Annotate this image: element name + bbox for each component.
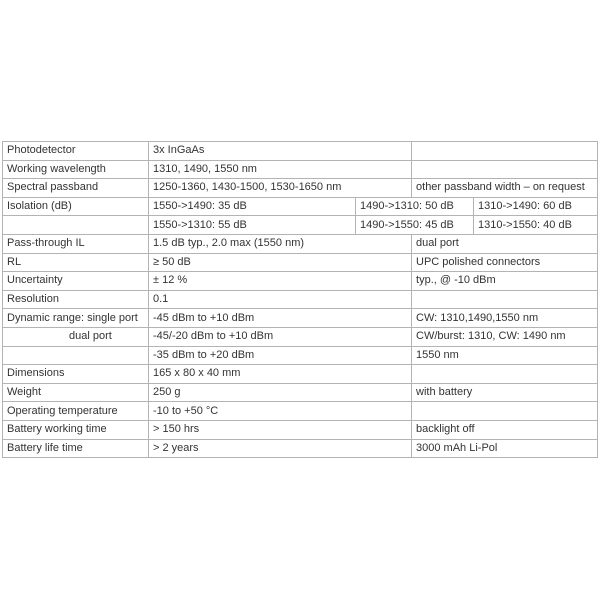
spec-value: -45 dBm to +10 dBm: [149, 309, 412, 328]
spec-value: -10 to +50 °C: [149, 402, 412, 421]
table-row: [3, 234, 598, 253]
table-row: [3, 309, 598, 328]
spec-label: Battery working time: [3, 420, 149, 439]
spec-label: Operating temperature: [3, 402, 149, 421]
table-row: [3, 402, 598, 421]
spec-label: Uncertainty: [3, 272, 149, 291]
table-row: [3, 197, 598, 216]
spec-label: Photodetector: [3, 142, 149, 161]
spec-note: CW: 1310,1490,1550 nm: [412, 309, 598, 328]
spec-value: > 2 years: [149, 439, 412, 458]
spec-label: Isolation (dB): [3, 197, 149, 216]
spec-label: Battery life time: [3, 439, 149, 458]
spec-label: dual port: [3, 327, 149, 346]
spec-value: 0.1: [149, 290, 412, 309]
table-row: [3, 327, 598, 346]
table-row: [3, 346, 598, 365]
spec-value: ≥ 50 dB: [149, 253, 412, 272]
isolation-value: 1550->1310: 55 dB: [149, 216, 356, 235]
spec-note: [412, 142, 598, 161]
isolation-value: 1490->1310: 50 dB: [356, 197, 474, 216]
spec-note: dual port: [412, 234, 598, 253]
spec-value: 1310, 1490, 1550 nm: [149, 160, 412, 179]
spec-value: ± 12 %: [149, 272, 412, 291]
spec-note: [412, 160, 598, 179]
spec-value: 165 x 80 x 40 mm: [149, 365, 412, 384]
spec-note: backlight off: [412, 420, 598, 439]
spec-label: Working wavelength: [3, 160, 149, 179]
spec-note: [412, 402, 598, 421]
spec-value: > 150 hrs: [149, 420, 412, 439]
spec-note: UPC polished connectors: [412, 253, 598, 272]
spec-value: 1.5 dB typ., 2.0 max (1550 nm): [149, 234, 412, 253]
table-row: [3, 179, 598, 198]
spec-note: 3000 mAh Li-Pol: [412, 439, 598, 458]
spec-value: -35 dBm to +20 dBm: [149, 346, 412, 365]
table-row: [3, 142, 598, 161]
spec-table: [2, 141, 598, 458]
spec-note: CW/burst: 1310, CW: 1490 nm: [412, 327, 598, 346]
table-row: [3, 216, 598, 235]
isolation-value: 1310->1490: 60 dB: [474, 197, 598, 216]
spec-label: Dimensions: [3, 365, 149, 384]
table-row: [3, 290, 598, 309]
table-row: [3, 272, 598, 291]
spec-label: RL: [3, 253, 149, 272]
isolation-value: 1490->1550: 45 dB: [356, 216, 474, 235]
spec-label: Dynamic range: single port: [3, 309, 149, 328]
spec-value: 1250-1360, 1430-1500, 1530-1650 nm: [149, 179, 412, 198]
spec-value: -45/-20 dBm to +10 dBm: [149, 327, 412, 346]
spec-note: other passband width – on request: [412, 179, 598, 198]
table-row: [3, 439, 598, 458]
spec-label: [3, 216, 149, 235]
spec-label: Spectral passband: [3, 179, 149, 198]
spec-label: Weight: [3, 383, 149, 402]
table-row: [3, 365, 598, 384]
table-row: [3, 253, 598, 272]
spec-note: [412, 290, 598, 309]
spec-label: Pass-through IL: [3, 234, 149, 253]
isolation-value: 1550->1490: 35 dB: [149, 197, 356, 216]
spec-label: [3, 346, 149, 365]
table-row: [3, 420, 598, 439]
spec-value: 3x InGaAs: [149, 142, 412, 161]
table-row: [3, 160, 598, 179]
isolation-value: 1310->1550: 40 dB: [474, 216, 598, 235]
spec-value: 250 g: [149, 383, 412, 402]
table-row: [3, 383, 598, 402]
spec-note: typ., @ -10 dBm: [412, 272, 598, 291]
spec-note: 1550 nm: [412, 346, 598, 365]
spec-note: with battery: [412, 383, 598, 402]
spec-label: Resolution: [3, 290, 149, 309]
spec-note: [412, 365, 598, 384]
